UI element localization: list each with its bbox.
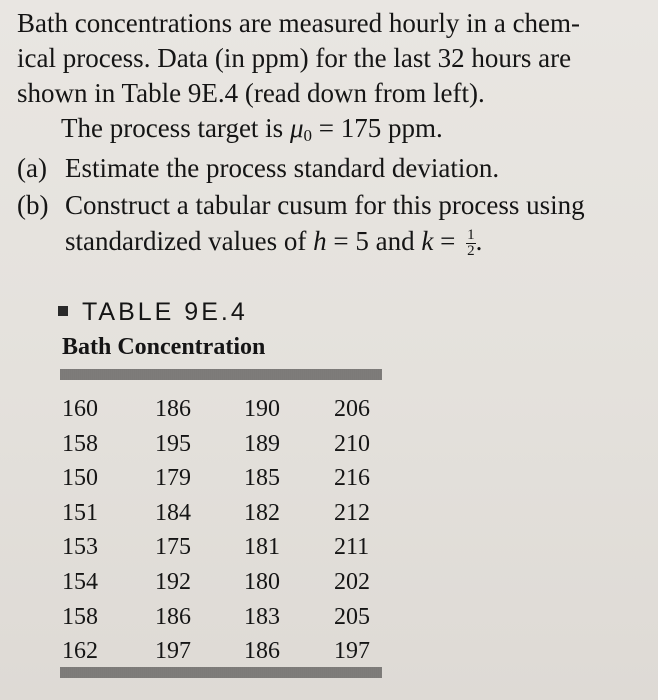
table-cell: 158 <box>62 430 98 457</box>
part-b <box>17 188 585 223</box>
mu-subscript: 0 <box>303 126 312 145</box>
table-cell: 158 <box>62 603 98 630</box>
target-suffix: = 175 ppm. <box>312 113 443 143</box>
table-cell: 179 <box>155 465 191 492</box>
table-cell: 151 <box>62 499 98 526</box>
h-value: = 5 and <box>326 226 422 256</box>
table-cell: 180 <box>244 569 280 595</box>
table-cell: 190 <box>244 396 280 422</box>
table-cell: 210 <box>334 430 370 457</box>
k-denominator: 2 <box>467 243 475 260</box>
table-heading <box>58 298 248 327</box>
table-caption: Bath Concentration <box>62 334 266 360</box>
target-prefix: The process target is <box>61 113 284 143</box>
part-a-label: (a) <box>17 153 47 183</box>
table-number: TABLE 9E.4 <box>82 298 248 326</box>
table-cell: 205 <box>334 603 370 630</box>
problem-line-1: Bath concentrations are measured hourly in a chem- <box>17 8 581 38</box>
table-cell: 195 <box>155 430 191 457</box>
problem-statement <box>17 6 647 153</box>
table-cell: 153 <box>62 534 98 561</box>
part-b-line-2 <box>65 224 482 259</box>
table-cell: 154 <box>62 569 98 595</box>
k-numerator: 1 <box>467 227 475 244</box>
part-a-text: Estimate the process standard deviation. <box>65 153 500 183</box>
table-cell: 185 <box>244 465 280 492</box>
k-fraction <box>466 228 476 259</box>
part-b-text: Construct a tabular cusum for this process using <box>65 190 585 220</box>
table-cell: 212 <box>334 499 370 526</box>
table-top-rule <box>60 369 382 380</box>
table-bottom-rule <box>60 667 382 678</box>
table-cell: 189 <box>244 430 280 457</box>
table-cell: 192 <box>155 569 191 595</box>
table-cell: 202 <box>334 569 370 595</box>
table-cell: 181 <box>244 534 280 561</box>
mu-symbol: μ <box>289 113 304 143</box>
table-cell: 183 <box>244 603 280 630</box>
problem-line-2: ical process. Data (in ppm) for the last 32 hours are <box>17 43 572 73</box>
table-cell: 150 <box>62 465 98 492</box>
table-cell: 211 <box>334 534 370 561</box>
table-cell: 197 <box>155 638 191 665</box>
square-bullet-icon <box>58 306 68 316</box>
part-a <box>17 151 499 186</box>
table-cell: 216 <box>334 465 370 492</box>
part-b-line2-prefix: standardized values of <box>65 226 314 256</box>
table-cell: 175 <box>155 534 191 561</box>
table-cell: 162 <box>62 638 98 665</box>
table-cell: 186 <box>155 603 191 630</box>
table-cell: 186 <box>155 396 191 422</box>
table-cell: 206 <box>334 396 370 422</box>
part-b-label: (b) <box>17 190 49 220</box>
table-cell: 160 <box>62 396 98 422</box>
h-symbol: h <box>313 226 327 256</box>
table-cell: 186 <box>244 638 280 665</box>
k-suffix: . <box>475 226 483 256</box>
k-symbol: k <box>421 226 434 256</box>
table-cell: 184 <box>155 499 191 526</box>
process-target-line <box>17 111 647 153</box>
k-equals: = <box>433 226 463 256</box>
table-cell: 182 <box>244 499 280 526</box>
problem-line-3: shown in Table 9E.4 (read down from left). <box>17 78 485 108</box>
table-cell: 197 <box>334 638 370 665</box>
